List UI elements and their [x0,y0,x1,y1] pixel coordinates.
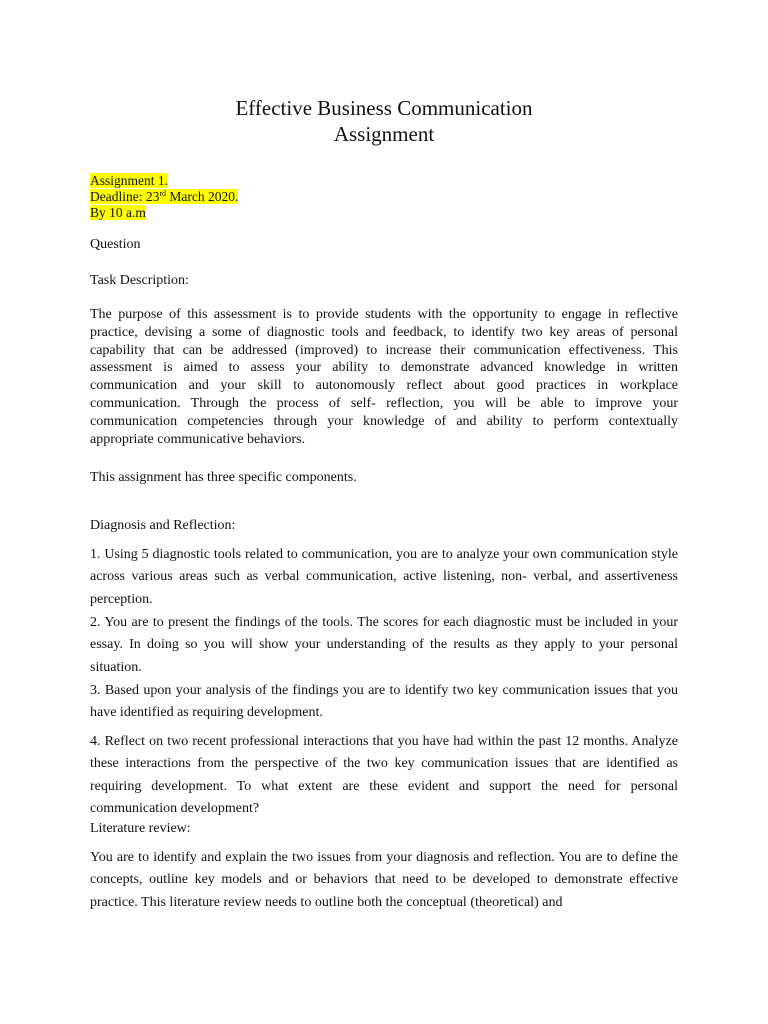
diagnosis-heading: Diagnosis and Reflection: [90,518,236,533]
document-title-line-2: Assignment [333,122,435,146]
list-item-1: 1. Using 5 diagnostic tools related to communication, you are to analyze your own communication style across various areas such as verbal communication, active listening, non- verbal, and assertiveness perception. [90,547,678,607]
deadline-prefix: Deadline: 23 [90,189,160,204]
document-title-line-1: Effective Business Communication [235,96,533,120]
literature-review-heading: Literature review: [90,821,191,836]
list-item-4: 4. Reflect on two recent professional interactions that you have had within the past 12 months. Analyze these interactions from the perspective of the two key communication issues that are identified as requiring development. To what extent are these evident and support the need for personal communication development? [90,734,678,816]
deadline-superscript: rd [159,189,167,198]
assignment-number [90,173,168,189]
deadline-highlight [90,189,238,204]
deadline-line [90,189,238,205]
assignment-number-text: Assignment 1. [90,173,169,188]
literature-paragraph: You are to identify and explain the two issues from your diagnosis and reflection. You are to define the concepts, outline key models and or behaviors that need to be developed to demonstrate effective practice. This literature review needs to outline both the conceptual (theoretical) and [90,850,678,910]
list-item-3: 3. Based upon your analysis of the findings you are to identify two key communication issues that you have identified as requiring development. [90,683,678,721]
task-description-label: Task Description: [90,273,189,288]
deadline-time-text: By 10 a.m [90,205,146,220]
components-line: This assignment has three specific components. [90,470,357,485]
list-item-2: 2. You are to present the findings of the tools. The scores for each diagnostic must be included in your essay. In doing so you will show your understanding of the results as they apply to your personal situation. [90,615,678,675]
purpose-paragraph: The purpose of this assessment is to provide students with the opportunity to engage in reflective practice, devising a some of diagnostic tools and feedback, to identify two key areas of personal capability that can be addressed (improved) to increase their communication effectiveness. This assessment is aimed to assess your ability to demonstrate advanced knowledge in written communication and your skill to autonomously reflect about good practices in workplace communication. Through the process of self- reflection, you will be able to improve your communication competencies through your knowledge of and ability to perform contextually appropriate communicative behaviors. [90,307,678,447]
deadline-time [90,205,146,221]
deadline-suffix: March 2020. [166,189,239,204]
question-label: Question [90,237,141,252]
